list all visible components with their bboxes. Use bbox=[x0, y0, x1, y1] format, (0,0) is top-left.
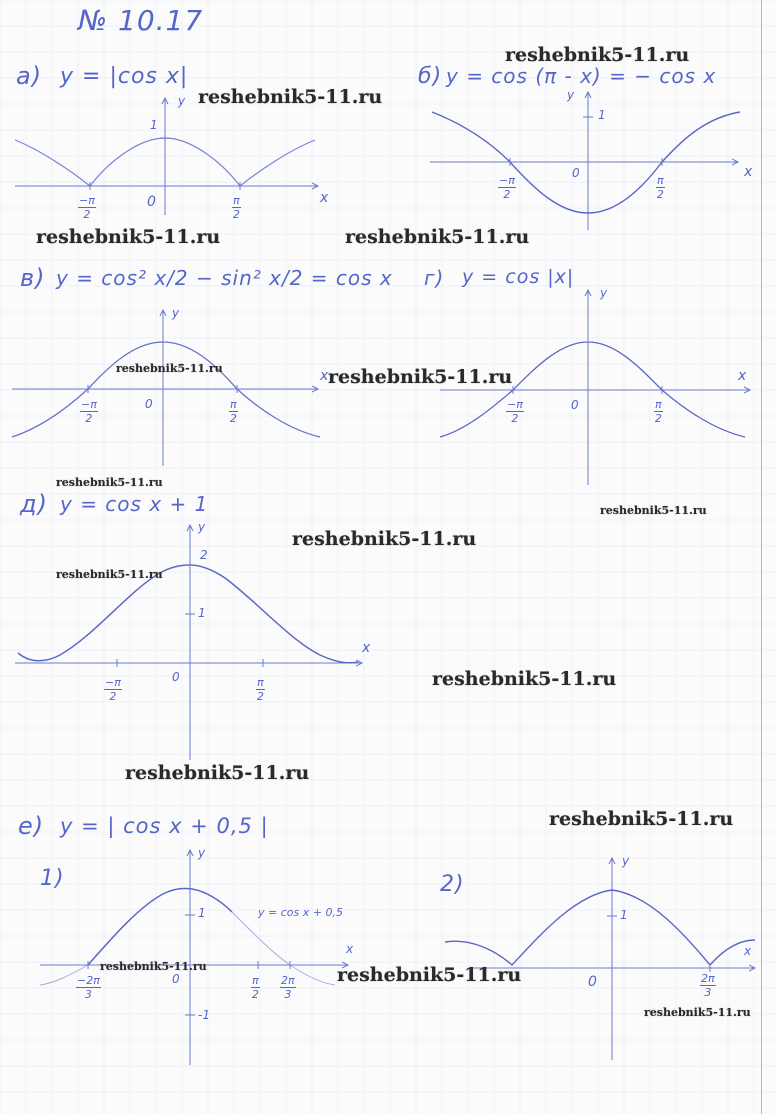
fraction-denominator: 2 bbox=[656, 188, 664, 201]
section-e-letter: е) bbox=[18, 812, 45, 840]
section-v-letter: в) bbox=[20, 264, 46, 292]
section-e-formula: y = | cos x + 0,5 | bbox=[60, 814, 269, 838]
graph-v-y-label: y bbox=[172, 306, 180, 320]
graph-d-zero: 0 bbox=[172, 670, 180, 684]
graph-g-x-label: x bbox=[738, 368, 747, 384]
fraction-denominator: 2 bbox=[85, 412, 93, 425]
watermark: reshebnik5-11.ru bbox=[56, 568, 163, 581]
watermark: reshebnik5-11.ru bbox=[36, 226, 221, 248]
watermark: reshebnik5-11.ru bbox=[337, 964, 522, 986]
graph-e2 bbox=[445, 858, 755, 1060]
graph-e2-curve bbox=[445, 890, 755, 965]
watermark: reshebnik5-11.ru bbox=[549, 808, 734, 830]
fraction-denominator: 2 bbox=[251, 988, 259, 1001]
fraction-numerator: π bbox=[257, 676, 264, 689]
section-b-letter: б) bbox=[418, 64, 443, 89]
graph-g-y-label: y bbox=[600, 286, 608, 300]
fraction-numerator: π bbox=[233, 194, 240, 207]
fraction-numerator: π bbox=[230, 398, 237, 411]
fraction-denominator: 2 bbox=[232, 208, 240, 221]
graph-e1-x-label: x bbox=[346, 942, 354, 956]
graph-d bbox=[15, 525, 362, 760]
fraction-numerator: 2π bbox=[701, 972, 715, 985]
section-g-formula: y = cos |x| bbox=[462, 266, 575, 288]
section-a-formula: y = |cos x| bbox=[60, 64, 189, 89]
graph-b-one: 1 bbox=[598, 108, 606, 122]
graph-d-one: 1 bbox=[198, 606, 206, 620]
watermark: reshebnik5-11.ru bbox=[198, 86, 383, 108]
section-e-part1-label: 1) bbox=[40, 866, 65, 891]
watermark: reshebnik5-11.ru bbox=[56, 476, 163, 489]
fraction-denominator: 2 bbox=[256, 690, 264, 703]
section-d-formula: y = cos x + 1 bbox=[60, 492, 209, 516]
section-a-letter: а) bbox=[16, 62, 43, 90]
graph-b-tick-pi-half bbox=[656, 174, 665, 201]
graph-e2-y-label: y bbox=[622, 854, 630, 868]
watermark: reshebnik5-11.ru bbox=[432, 668, 617, 690]
fraction-numerator: −π bbox=[81, 398, 97, 411]
fraction-numerator: −2π bbox=[77, 974, 100, 987]
watermark: reshebnik5-11.ru bbox=[505, 44, 690, 66]
fraction-denominator: 2 bbox=[83, 208, 91, 221]
fraction-numerator: π bbox=[252, 974, 259, 987]
fraction-denominator: 2 bbox=[511, 412, 519, 425]
graph-a-zero: 0 bbox=[147, 194, 156, 210]
graph-a-y-label: y bbox=[178, 94, 186, 108]
graph-g-tick-pi-half bbox=[654, 398, 663, 425]
graph-d-x-label: x bbox=[362, 640, 371, 656]
graph-g-zero: 0 bbox=[571, 398, 579, 412]
watermark: reshebnik5-11.ru bbox=[328, 366, 513, 388]
graph-e1-one: 1 bbox=[198, 906, 206, 920]
graph-e1-tick-neg-2pi-3 bbox=[76, 974, 101, 1001]
section-g-letter: г) bbox=[424, 266, 445, 290]
watermark: reshebnik5-11.ru bbox=[292, 528, 477, 550]
graph-b-y-label: y bbox=[567, 88, 575, 102]
fraction-numerator: π bbox=[655, 398, 662, 411]
fraction-denominator: 3 bbox=[284, 988, 292, 1001]
graph-e2-x-label: x bbox=[744, 944, 752, 958]
fraction-numerator: −π bbox=[499, 174, 515, 187]
section-d-letter: д) bbox=[20, 490, 48, 518]
fraction-denominator: 2 bbox=[229, 412, 237, 425]
graph-a-x-label: x bbox=[320, 190, 329, 206]
fraction-numerator: 2π bbox=[281, 974, 295, 987]
fraction-denominator: 2 bbox=[654, 412, 662, 425]
graph-d-tick-pi-half bbox=[256, 676, 265, 703]
fraction-denominator: 2 bbox=[109, 690, 117, 703]
graph-v-x-label: x bbox=[320, 368, 329, 384]
watermark: reshebnik5-11.ru bbox=[116, 362, 223, 375]
graph-d-two: 2 bbox=[200, 548, 208, 562]
fraction-numerator: −π bbox=[507, 398, 523, 411]
graph-e1-minus-one: -1 bbox=[198, 1008, 210, 1022]
graph-e1-y-label: y bbox=[198, 846, 206, 860]
graph-b bbox=[430, 92, 740, 230]
graph-e2-zero: 0 bbox=[588, 974, 597, 990]
fraction-denominator: 3 bbox=[84, 988, 92, 1001]
section-b-formula: y = cos (π - x) = − cos x bbox=[446, 64, 717, 88]
graph-v-tick-neg-pi-half bbox=[80, 398, 98, 425]
watermark: reshebnik5-11.ru bbox=[100, 960, 207, 973]
section-v-formula: y = cos² x/2 − sin² x/2 = cos x bbox=[56, 266, 393, 290]
graph-v bbox=[12, 310, 320, 466]
problem-number: № 10.17 bbox=[78, 4, 204, 37]
graph-a bbox=[15, 98, 318, 215]
fraction-numerator: π bbox=[657, 174, 664, 187]
fraction-numerator: −π bbox=[79, 194, 95, 207]
graph-a-tick-neg-pi-half bbox=[78, 194, 96, 221]
graph-e2-one: 1 bbox=[620, 908, 628, 922]
graph-e1-tick-pi-half bbox=[251, 974, 260, 1001]
watermark: reshebnik5-11.ru bbox=[345, 226, 530, 248]
watermark: reshebnik5-11.ru bbox=[644, 1006, 751, 1019]
graph-e1-curve-solid bbox=[88, 888, 232, 965]
graph-b-zero: 0 bbox=[572, 166, 580, 180]
graph-v-tick-pi-half bbox=[229, 398, 238, 425]
graph-d-y-label: y bbox=[198, 520, 206, 534]
fraction-numerator: −π bbox=[105, 676, 121, 689]
watermark: reshebnik5-11.ru bbox=[600, 504, 707, 517]
graph-a-tick-pi-half bbox=[232, 194, 241, 221]
watermark: reshebnik5-11.ru bbox=[125, 762, 310, 784]
fraction-denominator: 3 bbox=[704, 986, 712, 999]
fraction-denominator: 2 bbox=[503, 188, 511, 201]
graph-e1-zero: 0 bbox=[172, 972, 180, 986]
graph-b-x-label: x bbox=[744, 164, 753, 180]
graph-e2-tick-2pi-3 bbox=[700, 972, 716, 999]
section-e-part2-label: 2) bbox=[440, 872, 465, 897]
graph-e1 bbox=[40, 850, 348, 1065]
graph-g-tick-neg-pi-half bbox=[506, 398, 524, 425]
graph-a-one: 1 bbox=[150, 118, 158, 132]
graph-v-zero: 0 bbox=[145, 397, 153, 411]
graph-e1-tick-2pi-3 bbox=[280, 974, 296, 1001]
graph-e1-curve-label: y = cos x + 0,5 bbox=[258, 906, 343, 919]
graph-d-tick-neg-pi-half bbox=[104, 676, 122, 703]
graph-b-tick-neg-pi-half bbox=[498, 174, 516, 201]
